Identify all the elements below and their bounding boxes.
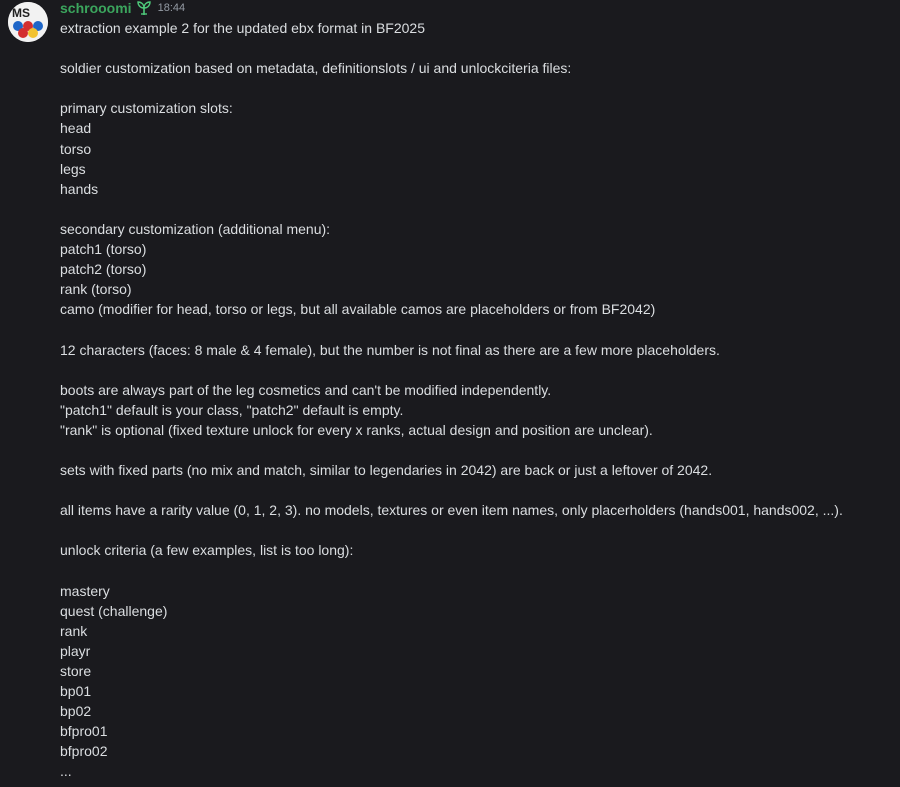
timestamp: 18:44 — [157, 2, 186, 14]
avatar-image — [8, 2, 48, 42]
message-line: mastery — [60, 582, 110, 599]
message-line: bp02 — [60, 703, 92, 720]
avatar-text: MS — [12, 6, 30, 20]
message-line: hands — [60, 180, 99, 197]
message-line: playr — [60, 642, 91, 659]
message-line: bp01 — [60, 683, 92, 700]
message-line — [60, 199, 890, 219]
message-line — [60, 360, 890, 380]
message-header — [60, 0, 890, 16]
message-content — [60, 0, 890, 782]
message-line: head — [60, 120, 92, 137]
message-line: patch2 (torso) — [60, 261, 147, 278]
message-line: legs — [60, 160, 86, 177]
message-line: soldier customization based on metadata, definitionslots / ui and unlockciteria files: — [60, 60, 572, 77]
message-line — [60, 561, 890, 581]
message-line — [60, 440, 890, 460]
message-line — [60, 38, 890, 58]
message-line — [60, 520, 890, 540]
message-line: bfpro02 — [60, 743, 108, 760]
message-line: bfpro01 — [60, 723, 108, 740]
message-line: "patch1" default is your class, "patch2" default is empty. — [60, 401, 404, 418]
message-line: quest (challenge) — [60, 602, 168, 619]
message-line: extraction example 2 for the updated ebx format in BF2025 — [60, 20, 425, 36]
message-line: 12 characters (faces: 8 male & 4 female), but the number is not final as there are a few more placeholders. — [60, 341, 720, 358]
message-line: patch1 (torso) — [60, 241, 147, 258]
username[interactable]: schrooomi — [60, 0, 132, 16]
message-line: rank — [60, 622, 88, 639]
message-line: unlock criteria (a few examples, list is too long): — [60, 542, 354, 559]
message-line: all items have a rarity value (0, 1, 2, 3). no models, textures or even item names, only placerholders (hands001, hands002, ...). — [60, 502, 843, 519]
message-line: primary customization slots: — [60, 100, 233, 117]
message-line: torso — [60, 140, 92, 157]
message-line: boots are always part of the leg cosmetics and can't be modified independently. — [60, 381, 552, 398]
message-line — [60, 78, 890, 98]
avatar[interactable] — [8, 2, 48, 42]
message-line: "rank" is optional (fixed texture unlock for every x ranks, actual design and position are unclear). — [60, 421, 653, 438]
message-line — [60, 319, 890, 339]
leaf-badge-icon — [136, 0, 152, 16]
message-line: sets with fixed parts (no mix and match, similar to legendaries in 2042) are back or just a leftover of 2042. — [60, 462, 713, 479]
message-line — [60, 480, 890, 500]
message-line: secondary customization (additional menu): — [60, 220, 331, 237]
message-body — [60, 18, 890, 782]
message-line: ... — [60, 763, 72, 780]
message-line: store — [60, 663, 92, 679]
message-line: rank (torso) — [60, 281, 132, 298]
message-line: camo (modifier for head, torso or legs, but all available camos are placeholders or from BF2042) — [60, 301, 656, 318]
